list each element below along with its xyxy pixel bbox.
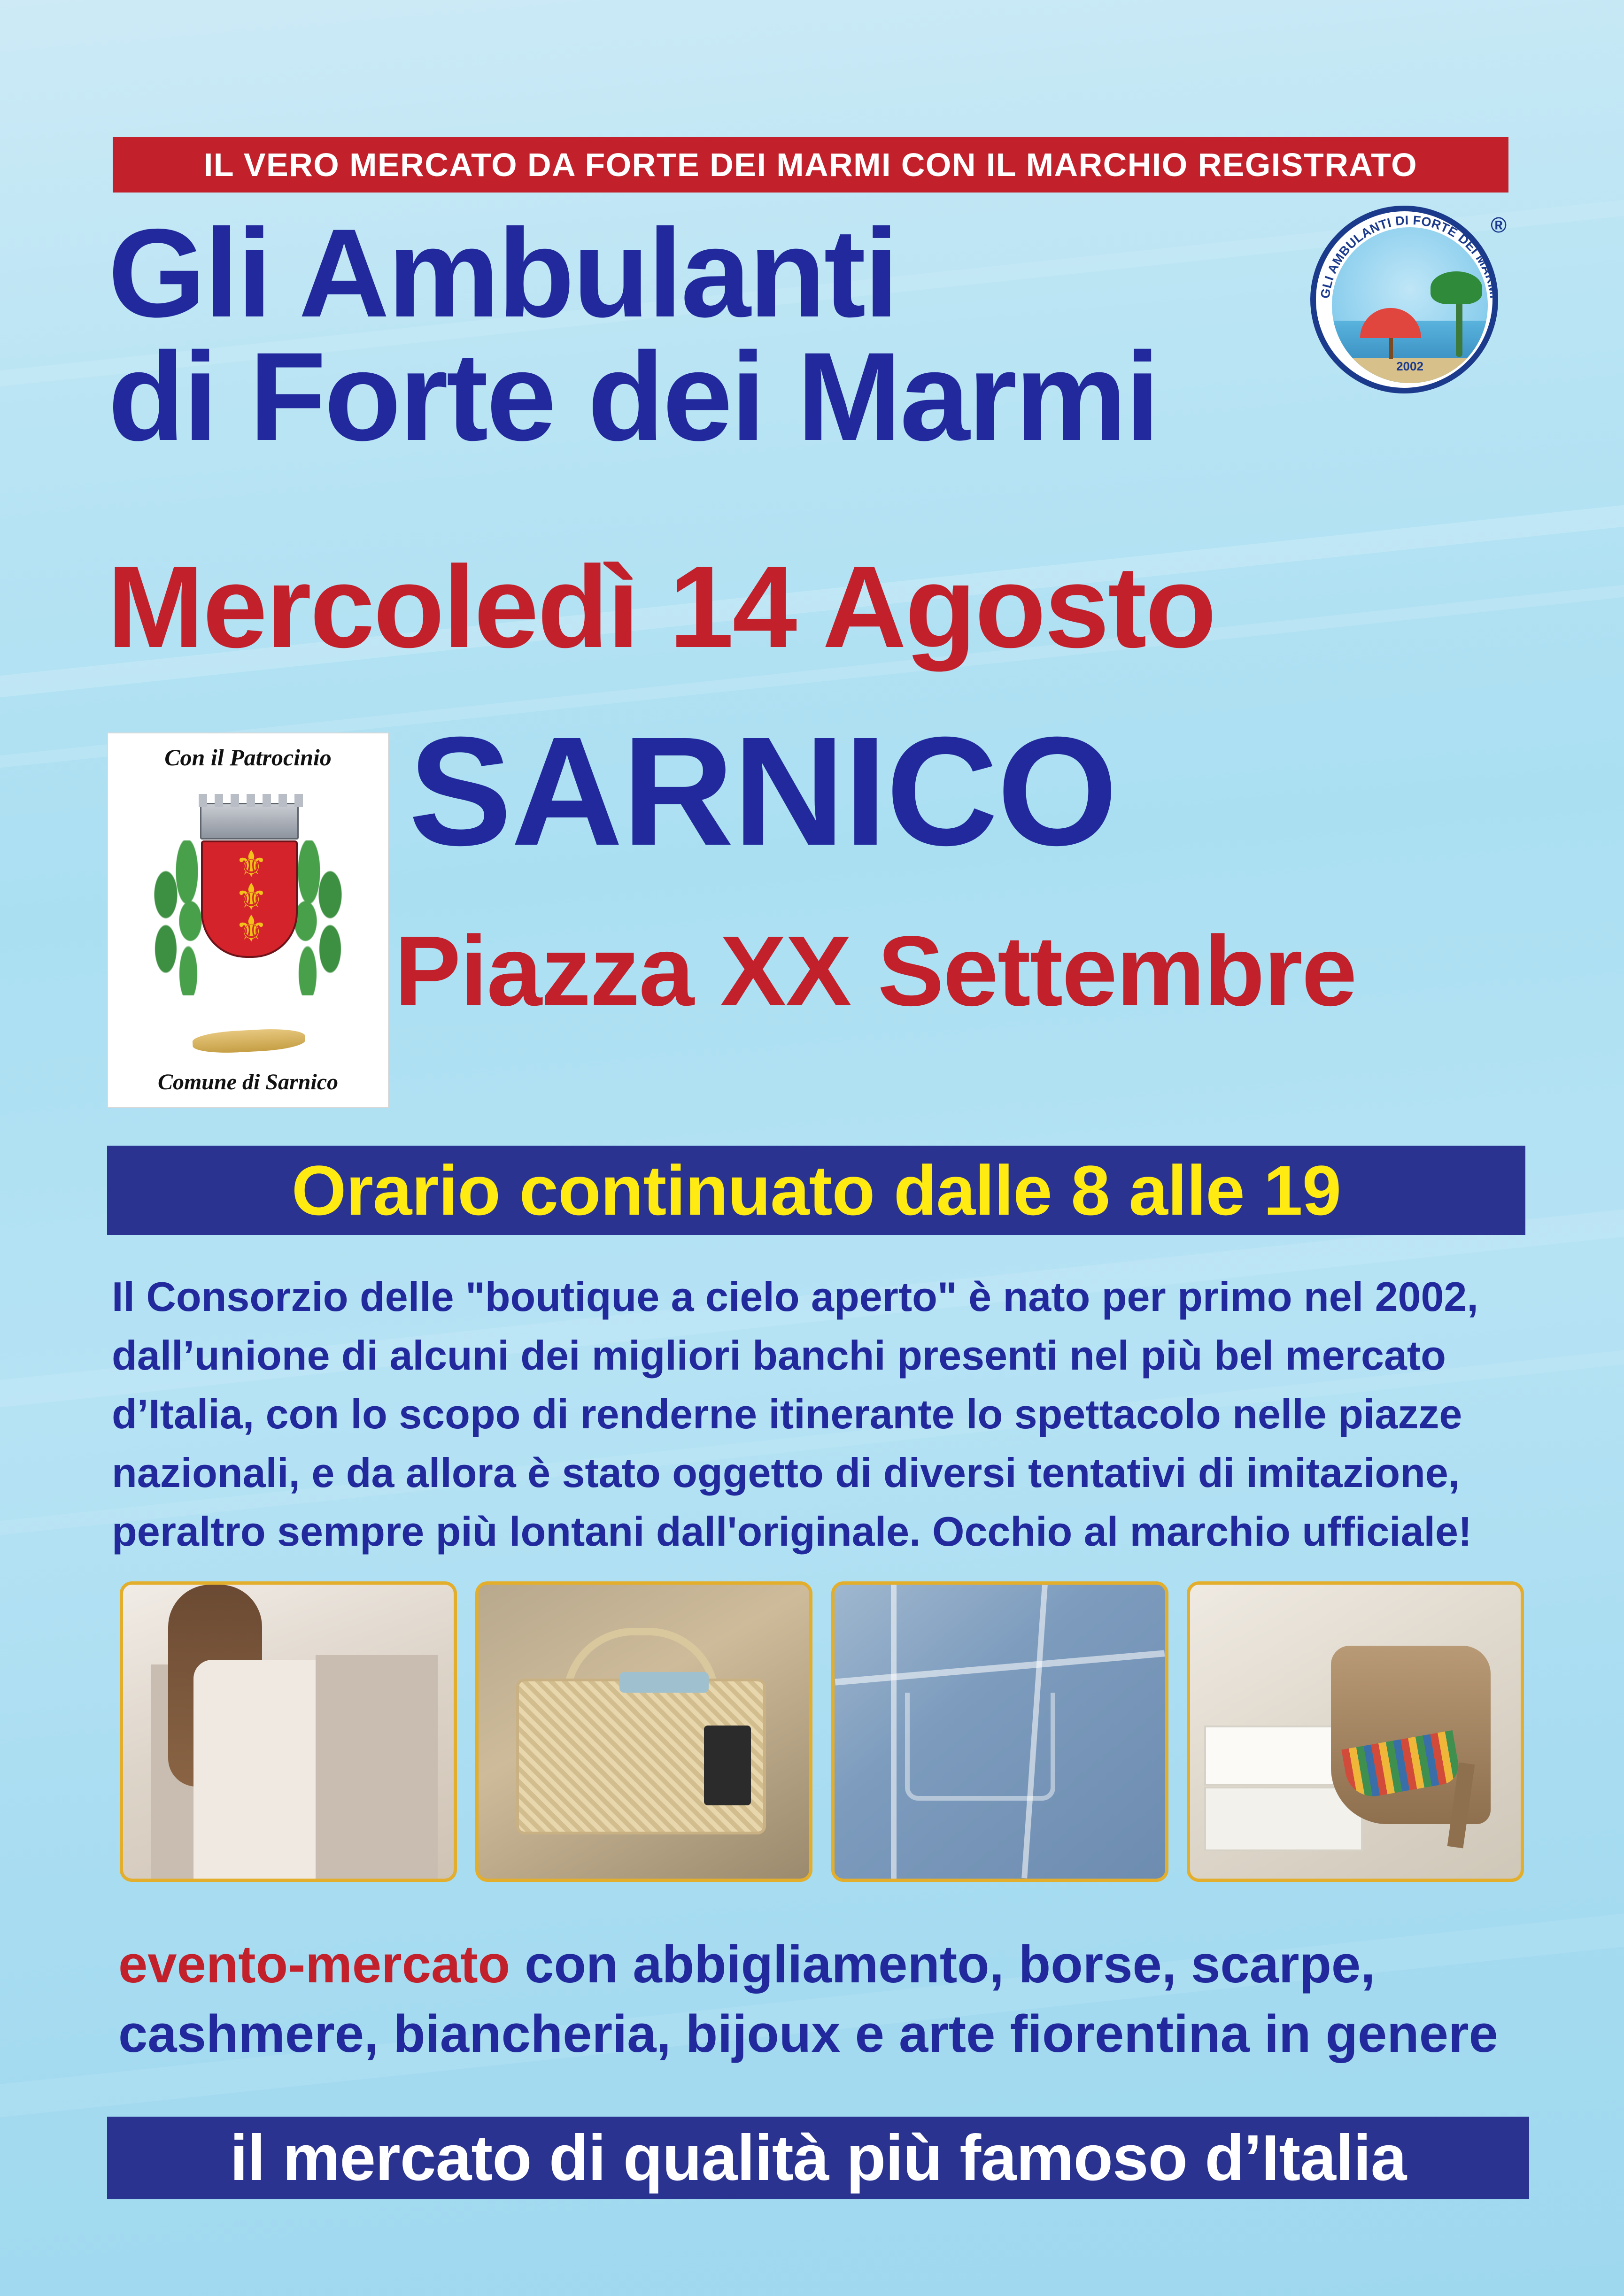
jeans-pocket-shape <box>905 1693 1055 1801</box>
title-line-1: Gli Ambulanti <box>108 202 897 343</box>
opening-hours-bar <box>107 1146 1525 1235</box>
page-title <box>108 202 1470 467</box>
svg-text:GLI AMBULANTI DI FORTE DEI MAR: GLI AMBULANTI DI FORTE DEI MARMI <box>1318 213 1502 300</box>
municipal-crest-card <box>107 732 389 1108</box>
goods-description-highlight: evento-mercato <box>118 1935 510 1994</box>
goods-description-rest: con abbigliamento, borse, scarpe, cashmere, biancheria, bijoux e arte fiorentina in genere <box>118 1935 1498 2063</box>
logo-ring <box>1310 206 1502 393</box>
top-banner-text: IL VERO MERCATO DA FORTE DEI MARMI CON IL MARCHIO REGISTRATO <box>203 146 1418 183</box>
ribbon-icon <box>192 1027 306 1055</box>
event-city: SARNICO <box>409 704 1117 878</box>
title-line-2: di Forte dei Marmi <box>108 325 1159 467</box>
opening-hours-text: Orario continuato dalle 8 alle 19 <box>291 1150 1341 1230</box>
crown-icon <box>200 803 299 840</box>
registered-mark-icon: ® <box>1491 213 1507 237</box>
event-place: Piazza XX Settembre <box>394 915 1356 1026</box>
fleur-de-lis-icon: ⚜ <box>235 908 268 949</box>
bottom-bar <box>107 2117 1529 2199</box>
photo-clothing <box>120 1581 457 1882</box>
photo-shoes <box>1187 1581 1524 1882</box>
fleur-de-lis-icon: ⚜ <box>235 843 268 885</box>
top-banner <box>113 137 1508 193</box>
bag-tag-shape <box>704 1726 751 1805</box>
bottom-bar-text: il mercato di qualità più famoso d’Italia <box>230 2121 1407 2194</box>
bag-strap-shape <box>619 1672 709 1693</box>
crest-top-label: Con il Patrocinio <box>164 744 332 770</box>
photo-bags <box>475 1581 812 1882</box>
photo-gallery <box>120 1581 1524 1882</box>
cardigan-right-shape <box>316 1655 438 1882</box>
about-paragraph: Il Consorzio delle "boutique a cielo aperto" è nato per primo nel 2002, dall’unione di alcuni dei migliori banchi presenti nel più bel mercato d’Italia, con lo scopo di renderne itinerante lo spettacolo nelle piazze nazionali, e da allora è stato oggetto di diversi tentativi di imitazione, peraltro sempre più lontani dall'originale. Occhio al marchio ufficiale! <box>112 1273 1478 1555</box>
event-date: Mercoledì 14 Agosto <box>107 541 1215 672</box>
crest-bottom-label: Comune di Sarnico <box>157 1070 339 1094</box>
shield-icon <box>201 840 298 958</box>
logo-year: 2002 <box>1396 359 1423 373</box>
fleur-de-lis-icon: ⚜ <box>235 876 268 917</box>
jeans-seam-shape <box>835 1650 1165 1685</box>
jeans-seam-shape <box>891 1585 897 1879</box>
consortium-logo <box>1310 206 1508 393</box>
goods-description <box>118 1930 1527 2069</box>
shoe-box-shape <box>1204 1726 1349 1786</box>
photo-jeans <box>831 1581 1168 1882</box>
